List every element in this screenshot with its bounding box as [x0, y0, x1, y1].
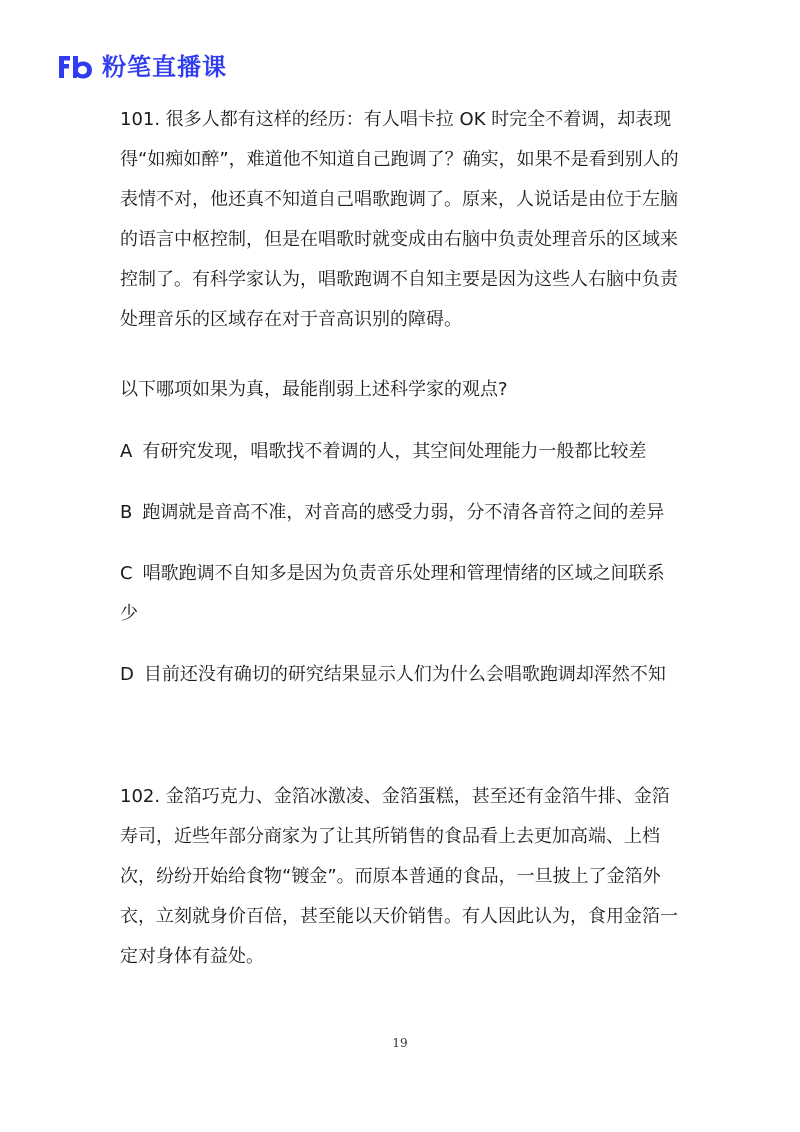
option-d-text: 目前还没有确切的研究结果显示人们为什么会唱歌跑调却浑然不知 — [143, 664, 666, 685]
question-102-stem: 102. 金箔巧克力、金箔冰激凌、金箔蛋糕，甚至还有金箔牛排、金箔寿司，近些年部分商家为了让其所销售的食品看上去更加高端、上档次，纷纷开始给食物“镀金”。而原本普通的食品，一旦披上了金箔外衣，立刻就身价百倍，甚至能以天价销售。有人因此认为，食用金箔一定对身体有益处。 — [120, 786, 678, 967]
option-d — [120, 655, 680, 695]
page-number: 19 — [392, 1036, 408, 1050]
brand-name: 粉笔直播课 — [102, 53, 227, 81]
brand-logo — [56, 50, 227, 84]
option-a — [120, 432, 680, 472]
option-b-text: 跑调就是音高不准，对音高的感受力弱，分不清各音符之间的差异 — [142, 502, 665, 523]
option-b — [120, 493, 680, 533]
fb-logo-icon — [56, 52, 96, 82]
option-a-letter: A — [120, 441, 133, 462]
option-b-letter: B — [120, 502, 133, 523]
option-c-text: 唱歌跑调不自知多是因为负责音乐处理和管理情绪的区域之间联系少 — [120, 563, 665, 624]
option-c — [120, 554, 680, 634]
option-d-letter: D — [120, 664, 134, 685]
option-c-letter: C — [120, 563, 133, 584]
question-101-ask: 以下哪项如果为真，最能削弱上述科学家的观点? — [120, 379, 508, 400]
option-a-text: 有研究发现，唱歌找不着调的人，其空间处理能力一般都比较差 — [142, 441, 647, 462]
question-101-stem: 101. 很多人都有这样的经历：有人唱卡拉 OK 时完全不着调，却表现得“如痴如醉”，难道他不知道自己跑调了？确实，如果不是看到别人的表情不对，他还真不知道自己唱歌跑调了。原来，人说话是由位于左脑的语言中枢控制，但是在唱歌时就变成由右脑中负责处理音乐的区域来控制了。有科学家认为，唱歌跑调不自知主要是因为这些人右脑中负责处理音乐的区域存在对于音高识别的障碍。 — [120, 109, 679, 330]
